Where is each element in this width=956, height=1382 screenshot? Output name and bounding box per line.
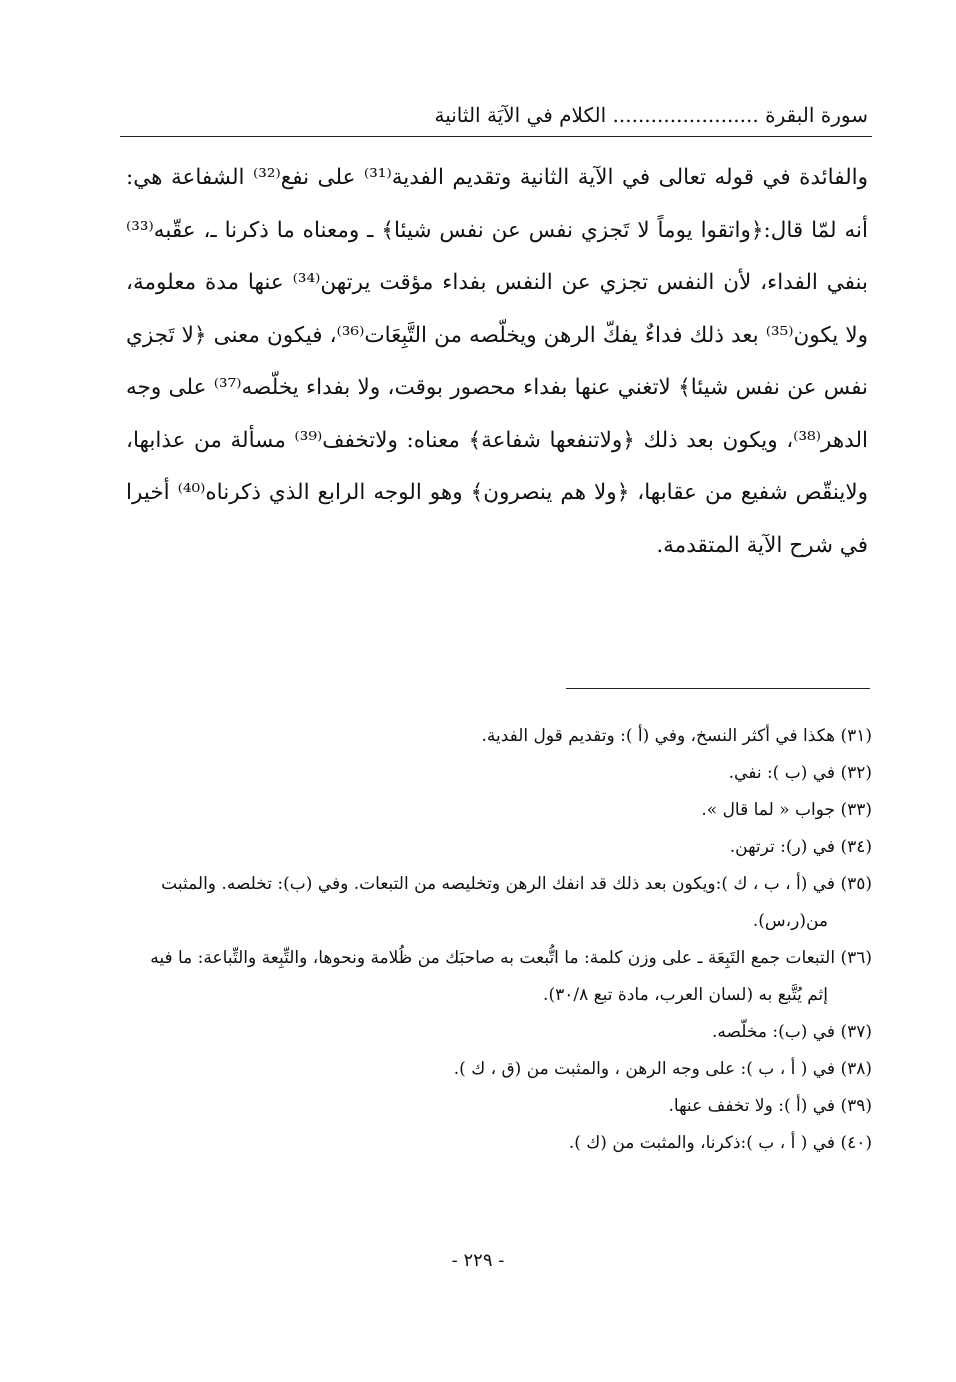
footnote-35: (٣٥) في (أ ، ب ، ك ):ويكون بعد ذلك قد انفك الرهن وتخليصه من التبعات. وفي (ب): تخلصه. والمثبت من(ر،س). [161, 874, 872, 931]
main-text [126, 152, 868, 572]
footnote-37: (٣٧) في (ب): مخلّصه. [711, 1022, 872, 1042]
footnote-31: (٣١) هكذا في أكثر النسخ، وفي (أ ): وتقديم قول الفدية. [481, 726, 872, 746]
footnote-34: (٣٤) في (ر): ترتهن. [729, 837, 872, 857]
footnote-40: (٤٠) في ( أ ، ب ):ذكرنا، والمثبت من (ك ). [568, 1133, 872, 1153]
footnote-39: (٣٩) في (أ ): ولا تخفف عنها. [668, 1096, 872, 1116]
page-number: - ٢٢٩ - [451, 1250, 505, 1271]
footnote-38: (٣٨) في ( أ ، ب ): على وجه الرهن ، والمثبت من (ق ، ك ). [453, 1059, 872, 1079]
running-header: سورة البقرة ....................... الكلام في الآيَة الثانية [434, 103, 868, 127]
footnote-32: (٣٢) في (ب ): نفي. [728, 763, 872, 783]
body-paragraph: والفائدة في قوله تعالى في الآية الثانية وتقديم الفدية⁽³¹⁾ على نفع⁽³²⁾ الشفاعة هي: أنه لمّا قال:﴿واتقوا يوماً لا تَجزي نفس عن نفس شيئا﴾ ـ ومعناه ما ذكرنا ـ، عقّبه⁽³³⁾بنفي الفداء، لأن النفس تجزي عن النفس بفداء مؤقت يرتهن⁽³⁴⁾ عنها مدة معلومة، ولا يكون⁽³⁵⁾ بعد ذلك فداءٌ يفكّ الرهن ويخلّصه من التَّبِعَات⁽³⁶⁾، فيكون معنى ﴿لا تَجزي نفس عن نفس شيئا﴾ لاتغني عنها بفداء محصور بوقت، ولا بفداء يخلّصه⁽³⁷⁾ على وجه الدهر⁽³⁸⁾، ويكون بعد ذلك ﴿ولاتنفعها شفاعة﴾ معناه: ولاتخفف⁽³⁹⁾ مسألة من عذابها، ولاينقّص شفيع من عقابها، ﴿ولا هم ينصرون﴾ وهو الوجه الرابع الذي ذكرناه⁽⁴⁰⁾ أخيرا في شرح الآية المتقدمة. [126, 165, 869, 558]
header-rule [120, 136, 872, 137]
footnote-33: (٣٣) جواب « لما قال ». [701, 800, 872, 820]
footnotes [126, 718, 872, 1162]
footnote-separator [566, 688, 870, 689]
footnote-36: (٣٦) التبعات جمع التَبِعَة ـ على وزن كلمة: ما اتُّبعت به صاحبَك من ظُلامة ونحوها، والتِّبِعة والتِّباعة: ما فيه إثم يُتَّبع به (لسان العرب، مادة تبع ٣٠/٨). [150, 948, 872, 1005]
